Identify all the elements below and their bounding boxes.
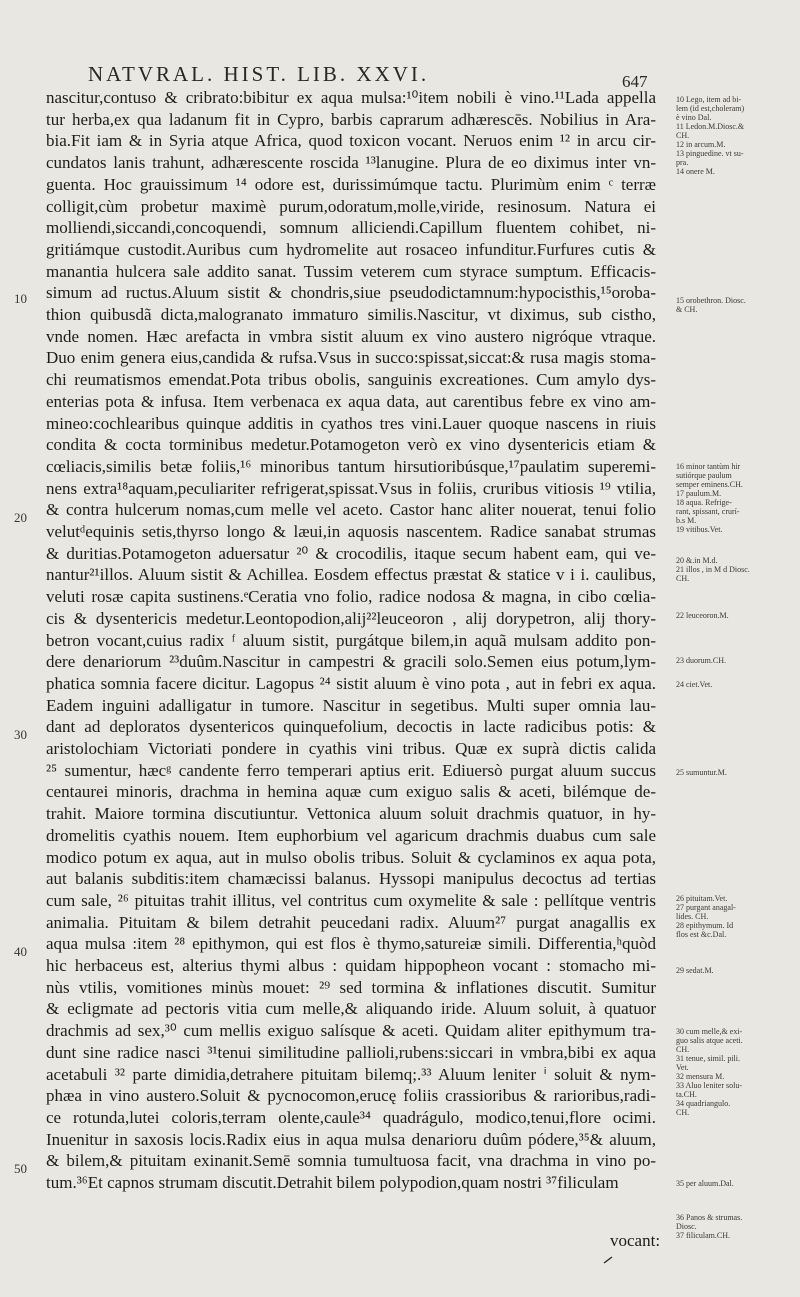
text-line: ²⁵ sumentur, hæcᵍ candente ferro temperari aptius erit. Ediuersò purgat aluum succus [46,760,656,780]
margin-note: 30 cum melle,& exi- guo salis atque aceti. CH. 31 tenue, simil. pili. Vet. 32 mensura M. 33 Aluo leniter solu- ta.CH. 34 quadriangulo. CH. [676,1027,743,1117]
margin-note: 36 Panos & strumas. Diosc. 37 filiculam.CH. [676,1213,743,1240]
text-line: trahit. Maiore tormina discutiuntur. Vettonica aluum soluit drachmis quatuor, in hy- [46,804,656,824]
margin-note: 15 orobethron. Diosc. & CH. [676,296,746,314]
text-line: cis & dysentericis medetur.Leontopodion,alij²²leuceoron , alij dorypetron, alij thory- [46,608,656,628]
text-line: thion quibusdã dicta,malogranato immaturo similis.Nascitur, vt diximus, sub cistho, [46,305,656,324]
text-line: hic herbaceus est, alterius thymi albus : quidam hippopheon vocant : stomacho mi- [46,956,656,975]
margin-note: 35 per aluum.Dal. [676,1179,734,1188]
margin-note: 29 sedat.M. [676,966,714,975]
text-line: simum ad ructus.Aluum sistit & chondris,siue pseudodictamnum:hypocisthis,¹⁵oroba- [46,283,656,303]
text-line: gritiámque custodit.Auribus cum hydromelite aut rosaceo infunditur.Furfures cutis & [46,239,656,259]
text-line: guenta. Hoc grauissimum ¹⁴ odore est, durissimúmque tactu. Plurimùm enim ᶜ terræ [46,174,656,194]
text-line: ce rotunda,lutei coloris,terram olente,caule³⁴ quadrágulo, modico,tenui,flore ocimi. [46,1107,656,1127]
page-number: 647 [622,72,648,91]
text-line: Eadem inguini adalligatur in tumore. Nascitur in segetibus. Multi super omnia lau- [46,695,656,715]
text-line: modico potum ex aqua, aut in mulso obolis tribus. Soluit & cyclaminos ex aqua pota, [46,847,656,867]
text-line: chi reumatismos emendat.Pota tribus obolis, sanguinis excreationes. Cum amylo dys- [46,370,656,390]
print-mark-icon [603,1256,613,1264]
margin-note: 10 Lego, item ad bi- lem (id est,choleram) è vino Dal. 11 Ledon.M.Diosc.& CH. 12 in arcum.M. 13 pinguedine. vt su- pra. 14 onere M. [676,95,745,176]
text-line: drachmis ad sex,³⁰ cum mellis exiguo salísque & aceti. Quidam aliter epithymum tra- [46,1021,656,1041]
text-line: aut balanis subditis:item chamæcissi balanus. Hyssopi manipulus decoctus ad tertias [46,869,656,889]
text-line: phatica somnia facere dicitur. Lagopus ²⁴ sistit aluum è vino pota , aut in febri ex aqua. [46,673,656,693]
text-line: condita & cocta torminibus medetur.Potamogeton verò ex vino dysentericis etiam & [46,435,656,455]
text-line: mineo:cochlearibus quinque additis in cyathos tres vini.Lauer quoque nascens in riuis [46,413,656,433]
text-line: velutᵈequinis setis,thyrso longo & læui,in aquosis nascentem. Radice sanabat strumas [46,522,656,541]
text-line: bia.Fit iam & in Syria atque Africa, quod toxicon vocant. Neruos enim ¹² in arcu cir- [46,131,656,151]
text-line: & ecligmate ad pectoris vitia cum melle,& aliquando iride. Aluum soluit, à quatuor [46,999,656,1019]
text-line: & contra hulcerum nomas,cum melle vel aceto. Castor hanc aliter nouerat, tenui folio [46,500,656,520]
text-line: manantia hulcera sale addito sanat. Tussim veterem cum styrace sumptum. Efficacis- [46,261,656,281]
line-number-40: 40 [14,944,27,959]
text-line: colligit,cùm probetur maximè purum,odoratum,molle,viride, resinosum. Natura ei [46,196,656,216]
text-line: acetabuli ³² parte dimidia,detrahere pituitam bilemq;.³³ Aluum leniter ⁱ soluit & nym- [46,1064,656,1084]
text-line: enterias pota & infusa. Item verbenaca ex aqua data, aut carentibus febre ex vino am- [46,391,656,411]
margin-note: 23 duorum.CH. [676,656,726,665]
text-line: centaurei minoris, drachma in hemina aquæ cum exiguo salis & aceti, bilémque de- [46,782,656,802]
text-line: animalia. Pituitam & bilem detrahit peucedani radix. Aluum²⁷ purgat anagallis ex [46,912,656,932]
running-head: NATVRAL. HIST. LIB. XXVI. [88,62,430,86]
line-number-50: 50 [14,1161,27,1176]
line-number-30: 30 [14,727,27,742]
margin-note: 26 pituitam.Vet. 27 purgant anagal- lides. CH. 28 epithymum. Id flos est &c.Dal. [676,894,736,939]
text-line: nantur²¹illos. Aluum sistit & Achillea. Eosdem effectus præstat & statice v i i. caulibus, [46,565,656,585]
text-line: dere denariorum ²³duûm.Nascitur in campestri & gracili solo.Semen eius potum,lym- [46,652,656,672]
text-line: cœliacis,similis betæ foliis,¹⁶ minoribus tantum hirsutioribúsque,¹⁷paulatim superemi- [46,456,656,476]
margin-note: 25 sumuntur.M. [676,768,727,777]
text-line: molliendi,siccandi,concoquendi, somnum alliciendi.Capillum fluentem cohibet, ni- [46,218,656,238]
text-line: dunt sine radice nasci ³¹tenui similitudine pallioli,rubens:siccari in vmbra,bibi ex aqua [46,1042,656,1062]
text-line: dant ad deploratos dysentericos quinquefolium, decoctis in lacte radicibus potis: & [46,717,656,737]
text-line: nùs vtilis, vomitiones minùs mouet: ²⁹ sed tormina & inflationes discutit. Sumitur [46,977,656,997]
text-line: nascitur,contuso & cribrato:bibitur ex aqua mulsa:¹⁰item nobili è vino.¹¹Lada appella [46,88,656,107]
text-line: cundatos lanis trahunt, adhærescente roscida ¹³lanugine. Plura de eo diximus inter vn- [46,153,656,173]
text-line: vnde nomen. Hæc arefacta in vmbra sistit aluum ex vino austero nigróque vtraque. [46,326,656,346]
text-line: & duritias.Potamogeton aduersatur ²⁰ & crocodilis, itaque secum habent eam, qui ve- [46,543,656,563]
margin-note: 24 ciet.Vet. [676,680,713,689]
text-line: aqua mulsa :item ²⁸ epithymon, qui est flos è thymo,satureiæ simili. Differentia,ʰquòd [46,934,656,954]
margin-note: 22 leuceoron.M. [676,611,729,620]
line-number-20: 20 [14,510,27,525]
margin-note: 20 &.in M.d. 21 illos , in M d Diosc. CH. [676,556,750,583]
catchword: vocant: [610,1231,661,1250]
text-line: phæa in vino austero.Soluit & pycnocomon,erucę foliis crassioribus & rarioribus,radi- [46,1086,656,1106]
text-line: betron vocant,cuius radix ᶠ aluum sistit, purgátque bilem,in aquã mulsam addito pon- [46,630,656,650]
line-number-10: 10 [14,291,27,306]
text-line: cum sale, ²⁶ pituitas trahit illitus, vel contritus cum oxymelite & sale : pellítque ventris [46,890,656,910]
text-line: veluti rosæ capita sustinens.ᵉCeratia vno folio, radice nodosa & magna, in cibo cœlia- [46,587,656,607]
text-line: dromelitis cyathis nouem. Item euphorbium vel agaricum drachmis duabus cum sale [46,825,656,845]
text-line: Duo enim genera eius,candida & rufsa.Vsus in succo:spissat,siccat:& rusa magis stoma- [46,348,656,368]
text-line: tum.³⁶Et capnos strumam discutit.Detrahit bilem polypodion,quam nostri ³⁷filiculam [46,1173,619,1192]
text-line: tur herba,ex qua ladanum fit in Cypro, barbis caprarum adhærescēs. Nobilius in Ara- [46,109,656,129]
text-line: nens extra¹⁸aquam,peculiariter refrigerat,spissat.Vsus in foliis, cruribus vitiosis ¹⁹ vtilia, [46,478,656,498]
text-line: aristolochiam Victoriati pondere in cyathis vini tribus. Quæ ex suprà dictis calida [46,739,656,758]
margin-note: 16 minor tantùm hir sutiórque paulum semper eminens.CH. 17 paulum.M. 18 aqua. Refrige- rant, spissant, crurí- b.s M. 19 vitibus.Vet. [676,462,743,534]
text-line: Inuenitur in saxosis locis.Radix eius in aqua mulsa denarioru duûm pódere,³⁵& aluum, [46,1129,656,1149]
text-line: & bilem,& pituitam exinanit.Semē somnia tumultuosa facit, vna drachma in vino po- [46,1151,656,1171]
